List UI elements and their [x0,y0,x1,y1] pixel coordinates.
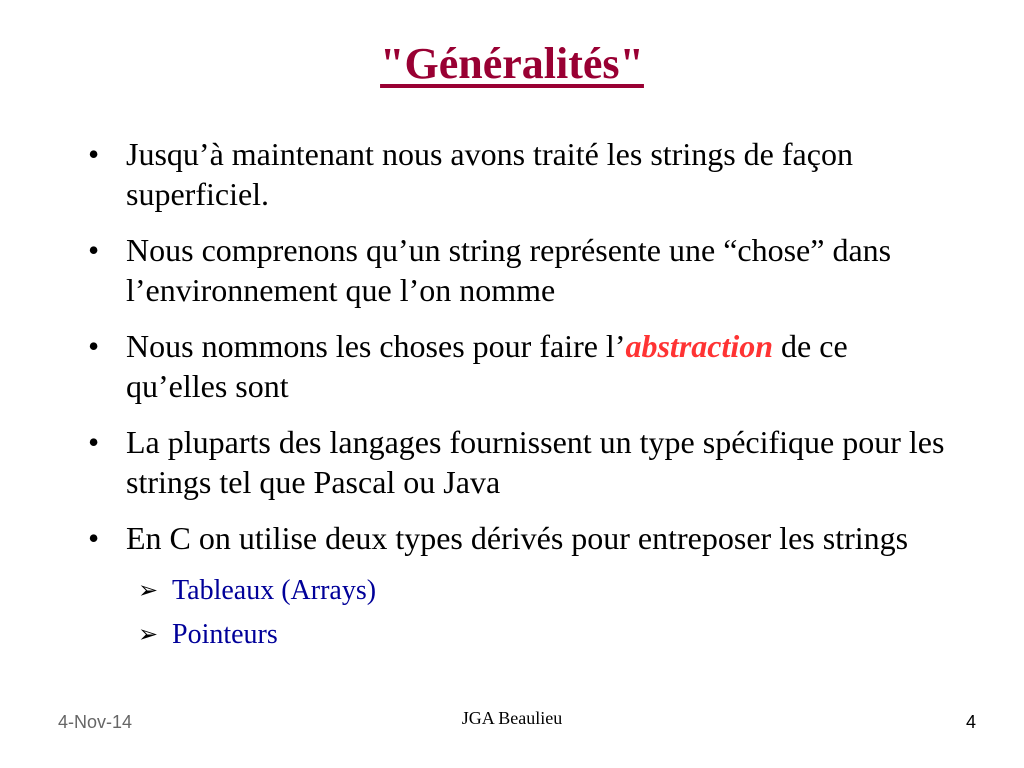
arrow-bullet-icon: ➢ [138,622,159,648]
sub-bullet-item [138,618,948,652]
bullet-icon: • [88,328,100,364]
bullet-icon: • [88,136,100,172]
bullet-text: En C on utilise deux types dérivés pour entreposer les strings [126,520,909,556]
sub-bullet-item [138,574,948,608]
bullet-text-before: Nous nommons les choses pour faire l’ [126,328,626,364]
bullet-icon: • [88,424,100,460]
bullet-text: Nous comprenons qu’un string représente une “chose” dans l’environnement que l’on nomme [126,232,892,308]
sub-bullet-text: Tableaux (Arrays) [172,575,377,606]
bullet-text: La pluparts des langages fournissent un type spécifique pour les strings tel que Pascal ou Java [126,424,945,500]
bullet-item [88,326,948,406]
slide-title-text: "Généralités" [380,39,644,88]
bullet-item [88,134,948,214]
slide-title [0,38,1024,91]
sub-bullet-text: Pointeurs [172,619,278,650]
bullet-list [88,134,948,662]
footer-date: 4-Nov-14 [58,712,133,732]
bullet-item [88,518,948,558]
bullet-text-after: de ce qu’elles sont [126,328,848,404]
emphasis-word: abstraction [625,328,774,364]
footer-author: JGA Beaulieu [461,708,563,728]
arrow-bullet-icon: ➢ [138,578,159,604]
bullet-item [88,422,948,502]
bullet-item [88,230,948,310]
bullet-icon: • [88,232,100,268]
page-number: 4 [965,712,976,732]
bullet-icon: • [88,520,100,556]
bullet-text: Jusqu’à maintenant nous avons traité les strings de façon superficiel. [126,136,853,212]
